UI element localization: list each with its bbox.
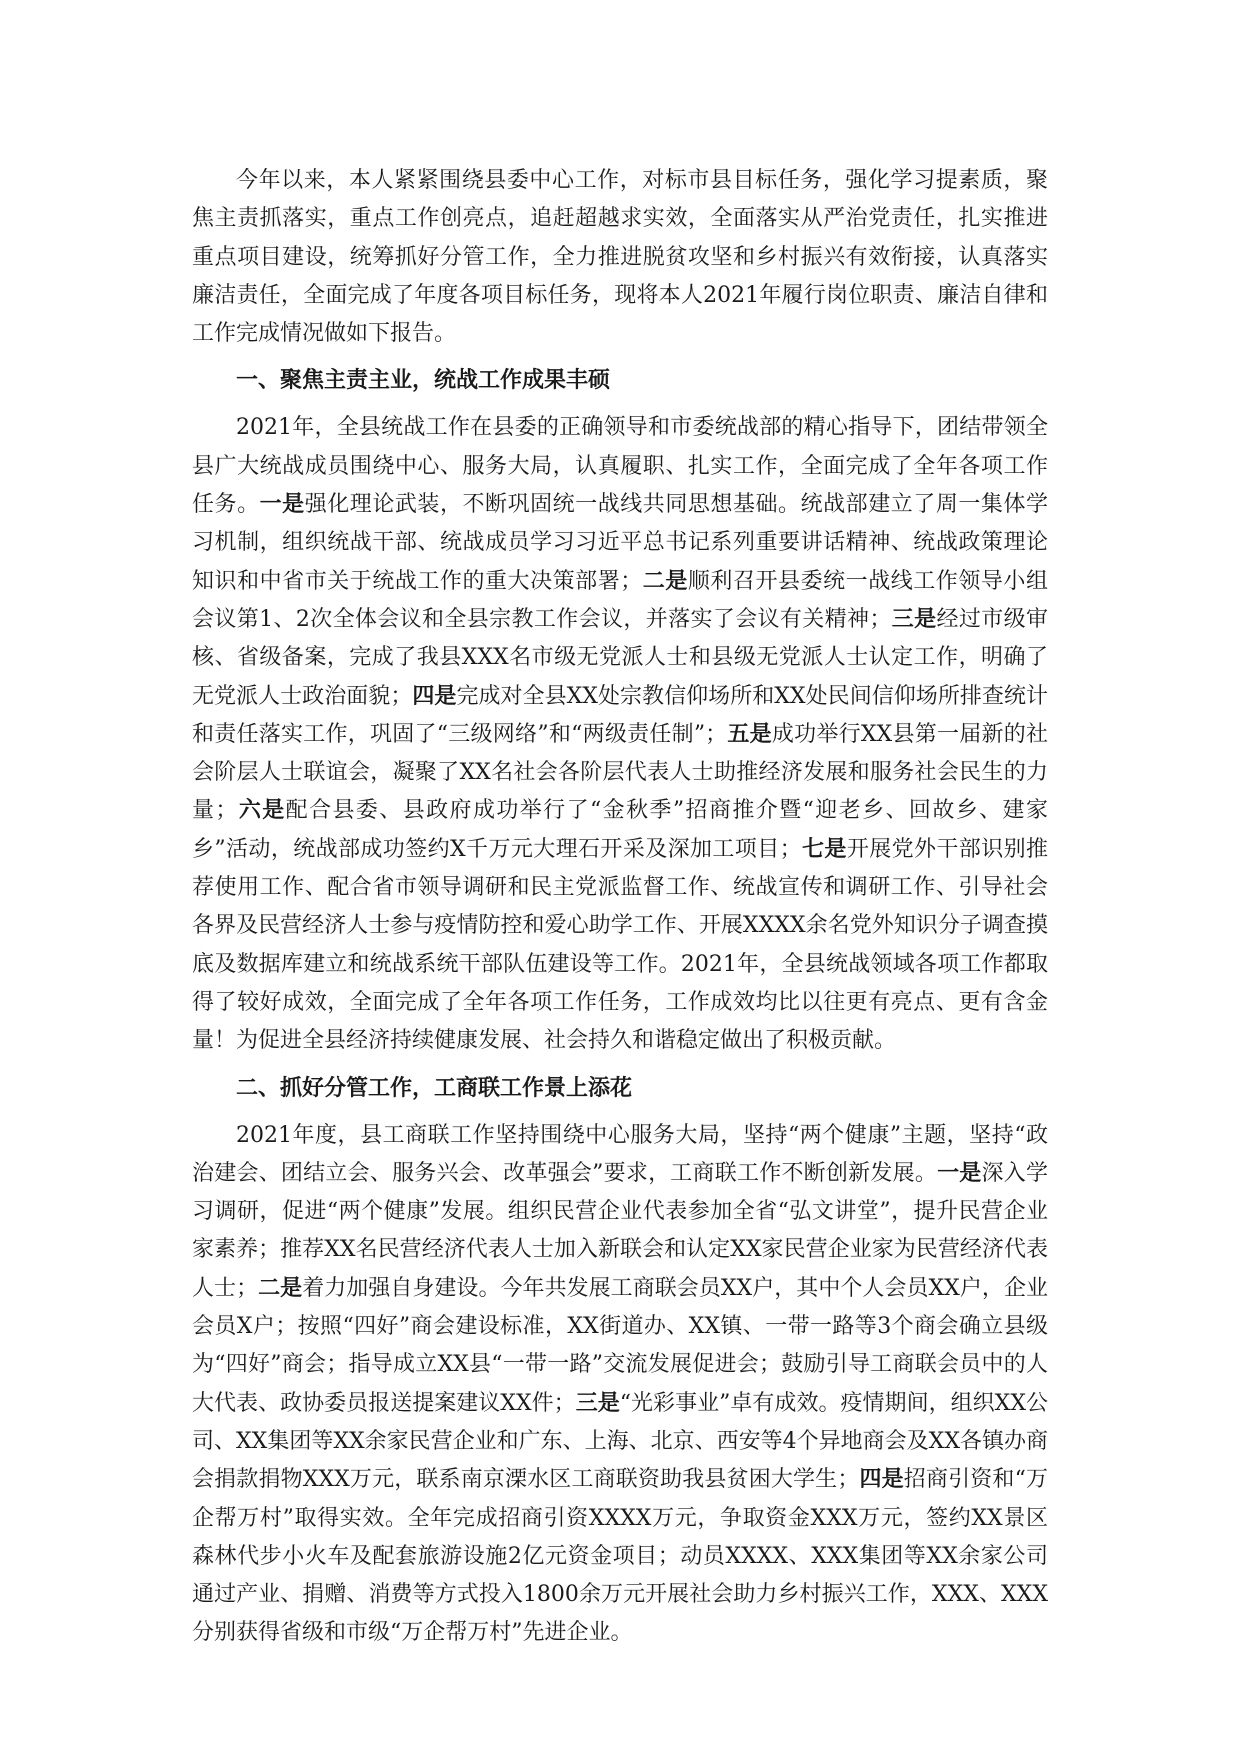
section-2-keyword-1: 一是: [937, 1160, 982, 1186]
intro-paragraph: 今年以来，本人紧紧围绕县委中心工作，对标市县目标任务，强化学习提素质，聚焦主责抓落实，重点工作创亮点，追赶超越求实效，全面落实从严治党责任，扎实推进重点项目建设，统筹抓好分管工作，全力推进脱贫攻坚和乡村振兴有效衔接，认真落实廉洁责任，全面完成了年度各项目标任务，现将本人2021年履行岗位职责、廉洁自律和工作完成情况做如下报告。: [192, 168, 1048, 347]
section-1-text-1: 2021年，全县统战工作在县委的正确领导和市委统战部的精心指导下，团结带领全县广大统战成员围绕中心、服务大局，认真履职、扎实工作，全面完成了全年各项工作任务。: [192, 415, 1048, 518]
section-2-text-3: 着力加强自身建设。今年共发展工商联会员XX户，其中个人会员XX户，企业会员X户；按照“四好”商会建设标准，XX街道办、XX镇、一带一路等3个商会确立县级为“四好”商会；指导成立XX县“一带一路”交流发展促进会；鼓励引导工商联会员中的人大代表、政协委员报送提案建议XX件；: [192, 1275, 1048, 1416]
section-2-text-1: 2021年度，县工商联工作坚持围绕中心服务大局，坚持“两个健康”主题，坚持“政治建会、团结立会、服务兴会、改革强会”要求，工商联工作不断创新发展。: [192, 1122, 1048, 1186]
section-1-text-7: 配合县委、县政府成功举行了“金秋季”招商推介暨“迎老乡、回故乡、建家乡”活动，统战部成功签约X千万元大理石开采及深加工项目；: [192, 798, 1048, 862]
section-1-text-8: 开展党外干部识别推荐使用工作、配合省市领导调研和民主党派监督工作、统战宣传和调研工作、引导社会各界及民营经济人士参与疫情防控和爱心助学工作、开展XXXX余名党外知识分子调查摸底及数据库建立和统战系统干部队伍建设等工作。2021年，全县统战领域各项工作都取得了较好成效，全面完成了全年各项工作任务，工作成效均比以往更有亮点、更有含金量！为促进全县经济持续健康发展、社会持久和谐稳定做出了积极贡献。: [192, 836, 1048, 1054]
section-2-text-4: “光彩事业”卓有成效。疫情期间，组织XX公司、XX集团等XX余家民营企业和广东、上海、北京、西安等4个异地商会及XX各镇办商会捐款捐物XXX万元，联系南京溧水区工商联资助我县贫困大学生；: [192, 1390, 1048, 1493]
section-1-keyword-7: 七是: [801, 836, 847, 862]
section-2-text-2: 深入学习调研，促进“两个健康”发展。组织民营企业代表参加全省“弘文讲堂”，提升民营企业家素养；推荐XX名民营经济代表人士加入新联会和认定XX家民营企业家为民营经济代表人士；: [192, 1160, 1048, 1301]
section-1-keyword-4: 四是: [412, 683, 457, 709]
section-2-paragraph: [192, 1117, 1048, 1653]
section-2-heading: 二、抓好分管工作，工商联工作景上添花: [236, 1075, 633, 1101]
section-1-text-3: 顺利召开县委统一战线工作领导小组会议第1、2次全体会议和全县宗教工作会议，并落实了会议有关精神；: [192, 568, 1048, 632]
section-1-text-6: 成功举行XX县第一届新的社会阶层人士联谊会，凝聚了XX名社会各阶层代表人士助推经济发展和服务社会民生的力量；: [192, 721, 1048, 824]
section-1-keyword-1: 一是: [259, 492, 305, 518]
section-2-text-5: 招商引资和“万企帮万村”取得实效。全年完成招商引资XXXX万元，争取资金XXX万元，签约XX景区森林代步小火车及配套旅游设施2亿元资金项目；动员XXXX、XXX集团等XX余家公司通过产业、捐赠、消费等方式投入1800余万元开展社会助力乡村振兴工作，XXX、XXX分别获得省级和市级“万企帮万村”先进企业。: [192, 1467, 1048, 1646]
section-1-keyword-6: 六是: [237, 798, 286, 824]
section-1-text-2: 强化理论武装，不断巩固统一战线共同思想基础。统战部建立了周一集体学习机制，组织统战干部、统战成员学习习近平总书记系列重要讲话精神、统战政策理论知识和中省市关于统战工作的重大决策部署；: [192, 492, 1048, 594]
section-2-keyword-3: 三是: [575, 1390, 620, 1416]
section-1-text-5: 完成对全县XX处宗教信仰场所和XX处民间信仰场所排查统计和责任落实工作，巩固了“三级网络”和“两级责任制”；: [192, 683, 1048, 747]
section-1-paragraph: [192, 409, 1048, 1060]
section-1-keyword-2: 二是: [642, 568, 688, 594]
section-2-keyword-2: 二是: [258, 1275, 303, 1301]
document-page: [192, 162, 1048, 1653]
section-1-text-4: 经过市级审核、省级备案，完成了我县XXX名市级无党派人士和县级无党派人士认定工作，明确了无党派人士政治面貌；: [192, 606, 1048, 709]
section-1-heading: 一、聚焦主责主业，统战工作成果丰硕: [236, 368, 611, 394]
section-2-keyword-4: 四是: [859, 1467, 904, 1493]
section-1-keyword-3: 三是: [891, 606, 937, 632]
section-1-keyword-5: 五是: [727, 721, 772, 747]
